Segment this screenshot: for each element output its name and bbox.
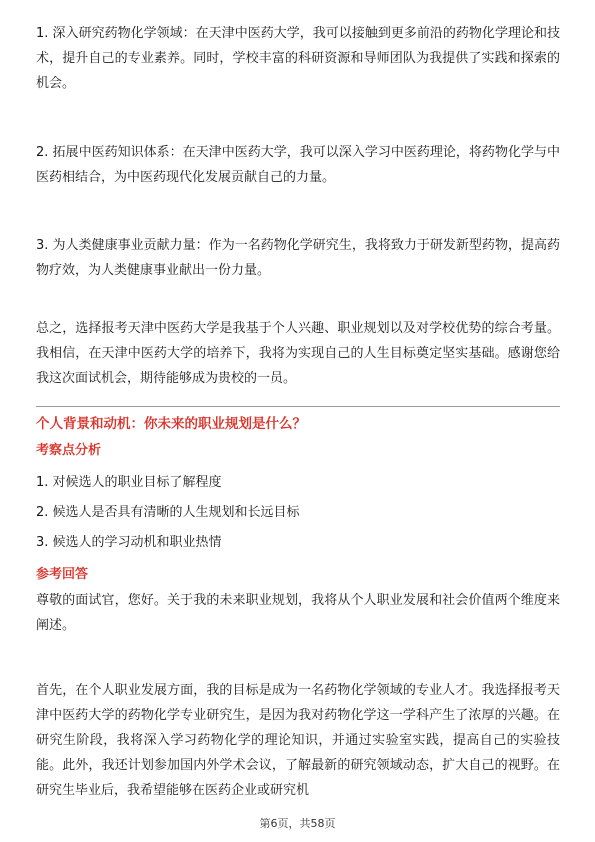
analysis-heading: 考察点分析 [36, 443, 102, 458]
analysis-list [36, 468, 300, 558]
page-footer: 第6页，共58页 [259, 817, 336, 830]
answer-paragraph-intro: 尊敬的面试官，您好。关于我的未来职业规划，我将从个人职业发展和社会价值两个维度来阐述。 [36, 593, 560, 633]
section-divider [36, 406, 560, 407]
question-title: 个人背景和动机：你未来的职业规划是什么？ [36, 416, 306, 432]
answer-heading: 参考回答 [36, 567, 89, 582]
list-item: 3. 候选人的学习动机和职业热情 [36, 535, 222, 550]
answer-paragraph-career: 首先，在个人职业发展方面，我的目标是成为一名药物化学领域的专业人才。我选择报考天津中医药大学的药物化学专业研究生，是因为我对药物化学这一学科产生了浓厚的兴趣。在研究生阶段，我将深入学习药物化学的理论知识，并通过实验室实践，提高自己的实验技能。此外，我还计划参加国内外学术会议，了解最新的研究领域动态，扩大自己的视野。在研究生毕业后，我希望能够在医药企业或研究机 [36, 683, 560, 798]
list-item: 2. 候选人是否具有清晰的人生规划和长远目标 [36, 505, 300, 520]
paragraph-deep-research: 1. 深入研究药物化学领域：在天津中医药大学，我可以接触到更多前沿的药物化学理论和技术，提升自己的专业素养。同时，学校丰富的科研资源和导师团队为我提供了实践和探索的机会。 [36, 26, 560, 91]
paragraph-conclusion: 总之，选择报考天津中医药大学是我基于个人兴趣、职业规划以及对学校优势的综合考量。我相信，在天津中医药大学的培养下，我将为实现自己的人生目标奠定坚实基础。感谢您给我这次面试机会，期待能够成为贵校的一员。 [36, 321, 560, 386]
list-item: 1. 对候选人的职业目标了解程度 [36, 475, 222, 490]
paragraph-health-contribution: 3. 为人类健康事业贡献力量：作为一名药物化学研究生，我将致力于研发新型药物，提高药物疗效，为人类健康事业献出一份力量。 [36, 238, 560, 278]
paragraph-tcm-knowledge: 2. 拓展中医药知识体系：在天津中医药大学，我可以深入学习中医药理论，将药物化学与中医药相结合，为中医药现代化发展贡献自己的力量。 [36, 145, 560, 185]
